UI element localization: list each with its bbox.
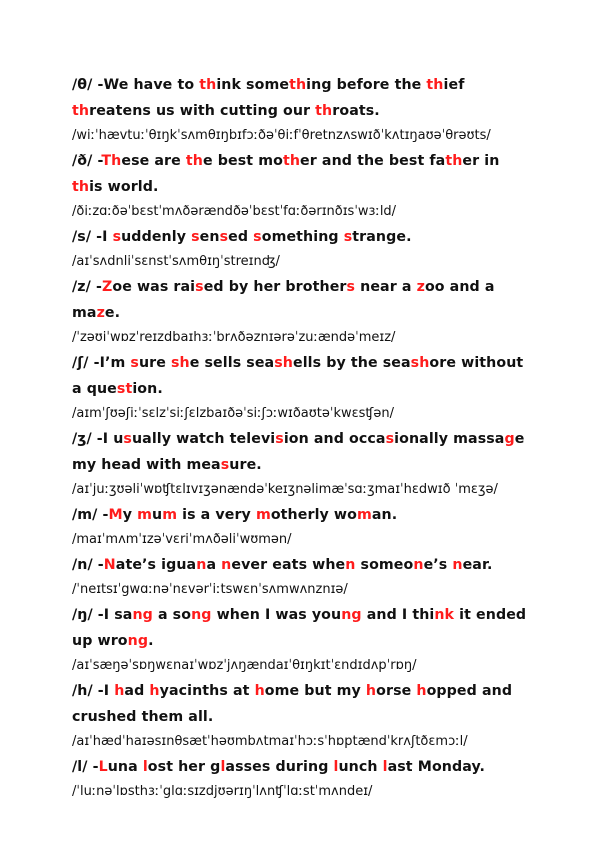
phoneme-symbol: /h/ [72,683,93,699]
sentence-text: when I was you [211,607,342,623]
sentence-text: er and the best fa [300,153,446,169]
phoneme-entry [72,678,534,753]
highlighted-letters: n [221,557,232,573]
highlighted-letters: th [315,103,333,119]
sentence-text: e sells sea [189,355,275,371]
highlighted-letters: sh [410,355,430,371]
phonetic-transcription: /wiːˈhævtuːˈθɪŋkˈsʌmθɪŋbɪfɔːðəˈθiːfˈθretnzʌswɪðˈkʌtɪŋaʊəˈθrəʊts/ [72,128,491,143]
example-sentence [72,426,534,478]
highlighted-letters: m [162,507,178,523]
highlighted-letters: s [191,229,200,245]
sentence-text: ear. [462,557,493,573]
sentence-text: - [87,759,99,775]
sentence-text: yacinths at [159,683,255,699]
phoneme-symbol: /m/ [72,507,98,523]
phoneme-entry [72,754,534,803]
phoneme-symbol: /z/ [72,279,91,295]
example-sentence [72,224,534,250]
highlighted-letters: sh [274,355,293,371]
highlighted-letters: n [345,557,356,573]
sentence-text: asses during [225,759,334,775]
highlighted-letters: s [219,229,229,245]
sentence-text: e’s [423,557,453,573]
phoneme-symbol: /l/ [72,759,88,775]
highlighted-letters: th [426,77,444,93]
example-sentence [72,552,534,578]
highlighted-letters: s [220,457,230,473]
phonetic-transcription: /aɪˈjuːʒʊəliˈwɒʧtɛlɪvɪʒənændəˈkeɪʒnəlimæˈsɑːʒmaɪˈhɛdwɪð ˈmɛʒə/ [72,482,498,497]
phonetic-transcription: /ˈluːnəˈlɒsthɜːˈglɑːsɪzdjʊərɪŋˈlʌnʧˈlɑːstˈmʌndeɪ/ [72,784,373,799]
sentence-text: ad [124,683,150,699]
highlighted-letters: th [72,179,90,195]
highlighted-letters: s [346,279,356,295]
example-sentence [72,754,534,780]
highlighted-letters: h [416,683,427,699]
highlighted-letters: s [275,431,284,447]
phoneme-entry [72,274,534,349]
sentence-text: - [92,153,102,169]
sentence-text: - [90,279,102,295]
example-sentence [72,602,534,654]
highlighted-letters: s [130,355,139,371]
highlighted-letters: g [504,431,515,447]
highlighted-letters: m [356,507,372,523]
highlighted-letters: th [289,77,307,93]
phonetic-transcription: /ˈzəʊiˈwɒzˈreɪzdbaɪhɜːˈbrʌðəznɪərəˈzuːændəˈmeɪz/ [72,330,396,345]
sentence-text: er in [462,153,500,169]
sentence-text: una [107,759,143,775]
sentence-text: ells by the sea [292,355,411,371]
sentence-text: -I [91,229,113,245]
phoneme-entry [72,224,534,273]
sentence-text: ever eats whe [231,557,346,573]
sentence-text: ure. [229,457,262,473]
sentence-text: en [199,229,220,245]
sentence-text: orse [376,683,417,699]
highlighted-letters: z [96,305,105,321]
sentence-text: near a [355,279,417,295]
example-sentence [72,350,534,402]
sentence-text: ost her g [147,759,221,775]
sentence-text: ed [228,229,254,245]
sentence-text: ome but my [264,683,366,699]
sentence-text: otherly wo [270,507,357,523]
phonetic-transcription: /ðiːzɑːðəˈbɛstˈmʌðərændðəˈbɛstˈfɑːðərɪnðɪsˈwɜːld/ [72,204,397,219]
sentence-text: -I sa [92,607,133,623]
sentence-text: uddenly [121,229,192,245]
sentence-text: -I [92,683,115,699]
highlighted-letters: h [365,683,377,699]
highlighted-letters: nk [434,607,455,623]
sentence-text: - [97,507,109,523]
highlighted-letters: th [199,77,217,93]
highlighted-letters: s [123,431,132,447]
phonetic-transcription: /aɪˈsʌdnliˈsɛnstˈsʌmθɪŋˈstreɪnʤ/ [72,254,280,269]
phoneme-entry [72,552,534,601]
phonetic-transcription: /ˈneɪtsɪˈgwɑːnəˈnɛvərˈiːtswɛnˈsʌmwʌnznɪə/ [72,582,348,597]
sentence-text: it ended up wro [72,607,527,649]
sentence-text: ion. [132,381,163,397]
sentence-text: ually watch televi [131,431,276,447]
highlighted-letters: th [185,153,204,169]
highlighted-letters: Th [101,153,122,169]
highlighted-letters: h [254,683,265,699]
sentence-text: ing before the [306,77,427,93]
sentence-text: -I’m [88,355,131,371]
highlighted-letters: s [343,229,353,245]
highlighted-letters: l [142,759,148,775]
sentence-text: unch [338,759,383,775]
highlighted-letters: s [112,229,122,245]
sentence-text: oe was rai [112,279,196,295]
sentence-text: a so [152,607,192,623]
example-sentence [72,274,534,326]
highlighted-letters: s [253,229,262,245]
example-sentence [72,502,534,528]
sentence-text: -I u [91,431,124,447]
sentence-text: ate’s igua [115,557,197,573]
sentence-text: is world. [89,179,159,195]
sentence-text: someo [355,557,414,573]
phonetic-transcription: /maɪˈmʌmˈɪzəˈvɛriˈmʌðəliˈwʊmən/ [72,532,292,547]
phoneme-entry [72,350,534,425]
phoneme-symbol: /n/ [72,557,93,573]
highlighted-letters: ng [191,607,212,623]
highlighted-letters: n [413,557,424,573]
example-sentence [72,678,534,730]
highlighted-letters: l [382,759,388,775]
phoneme-entry [72,426,534,501]
highlighted-letters: s [385,431,395,447]
highlighted-letters: M [108,507,123,523]
highlighted-letters: th [72,103,90,119]
phoneme-entry [72,602,534,677]
sentence-text: ore without a que [72,355,524,397]
highlighted-letters: s [195,279,204,295]
highlighted-letters: st [116,381,133,397]
sentence-text: opped and crushed them all. [72,683,513,725]
phonetic-transcription: /aɪˈhædˈhaɪəsɪnθsætˈhəʊmbʌtmaɪˈhɔːsˈhɒptændˈkrʌʃtðɛmɔːl/ [72,734,468,749]
sentence-text: y [122,507,138,523]
sentence-text: e my head with mea [72,431,525,473]
highlighted-letters: th [445,153,463,169]
sentence-text: reatens us with cutting our [89,103,316,119]
highlighted-letters: th [282,153,301,169]
sentence-text: . [148,633,154,649]
phonetic-transcription: /aɪmˈʃʊəʃiːˈsɛlzˈsiːʃɛlzbaɪðəˈsiːʃɔːwɪðaʊtəˈkwɛsʧən/ [72,406,394,421]
phoneme-entry [72,72,534,147]
highlighted-letters: l [220,759,226,775]
phoneme-symbol: /ð/ [72,153,93,169]
highlighted-letters: ng [341,607,362,623]
highlighted-letters: l [333,759,339,775]
sentence-text: ure [138,355,171,371]
phoneme-entry [72,148,534,223]
phoneme-symbol: /θ/ [72,77,93,93]
sentence-text: u [151,507,163,523]
sentence-text: ed by her brother [203,279,347,295]
highlighted-letters: N [103,557,116,573]
sentence-text: a [206,557,222,573]
highlighted-letters: m [137,507,152,523]
sentence-text: - [92,557,104,573]
highlighted-letters: L [98,759,108,775]
sentence-text: roats. [332,103,380,119]
phoneme-entry [72,502,534,551]
highlighted-letters: h [149,683,160,699]
example-sentence [72,72,534,124]
sentence-text: is a very [177,507,256,523]
sentence-text: trange. [352,229,412,245]
highlighted-letters: m [255,507,271,523]
sentence-text: e best mo [203,153,283,169]
phonetic-transcription: /aɪˈsæŋəˈsɒŋwɛnaɪˈwɒzˈjʌŋændaɪˈθɪŋkɪtˈɛndɪdʌpˈrɒŋ/ [72,658,417,673]
sentence-text: e. [104,305,121,321]
sentence-text: -We have to [92,77,200,93]
sentence-text: ast Monday. [387,759,486,775]
highlighted-letters: sh [171,355,190,371]
sentence-text: and I thi [361,607,435,623]
sentence-text: omething [261,229,344,245]
example-sentence [72,148,534,200]
highlighted-letters: h [114,683,125,699]
sentence-text: oo and a ma [72,279,495,321]
highlighted-letters: n [196,557,207,573]
phoneme-symbol: /ʒ/ [72,431,92,447]
sentence-text: ionally massa [394,431,505,447]
highlighted-letters: z [416,279,425,295]
sentence-text: ief [443,77,465,93]
document-page [72,72,534,804]
highlighted-letters: ng [132,607,153,623]
phoneme-symbol: /ŋ/ [72,607,93,623]
phoneme-symbol: /ʃ/ [72,355,89,371]
highlighted-letters: ng [127,633,149,649]
sentence-text: ese are [121,153,186,169]
sentence-text: an. [371,507,398,523]
phoneme-symbol: /s/ [72,229,92,245]
sentence-text: ink some [216,77,290,93]
highlighted-letters: Z [101,279,113,295]
highlighted-letters: n [452,557,463,573]
sentence-text: ion and occa [283,431,386,447]
